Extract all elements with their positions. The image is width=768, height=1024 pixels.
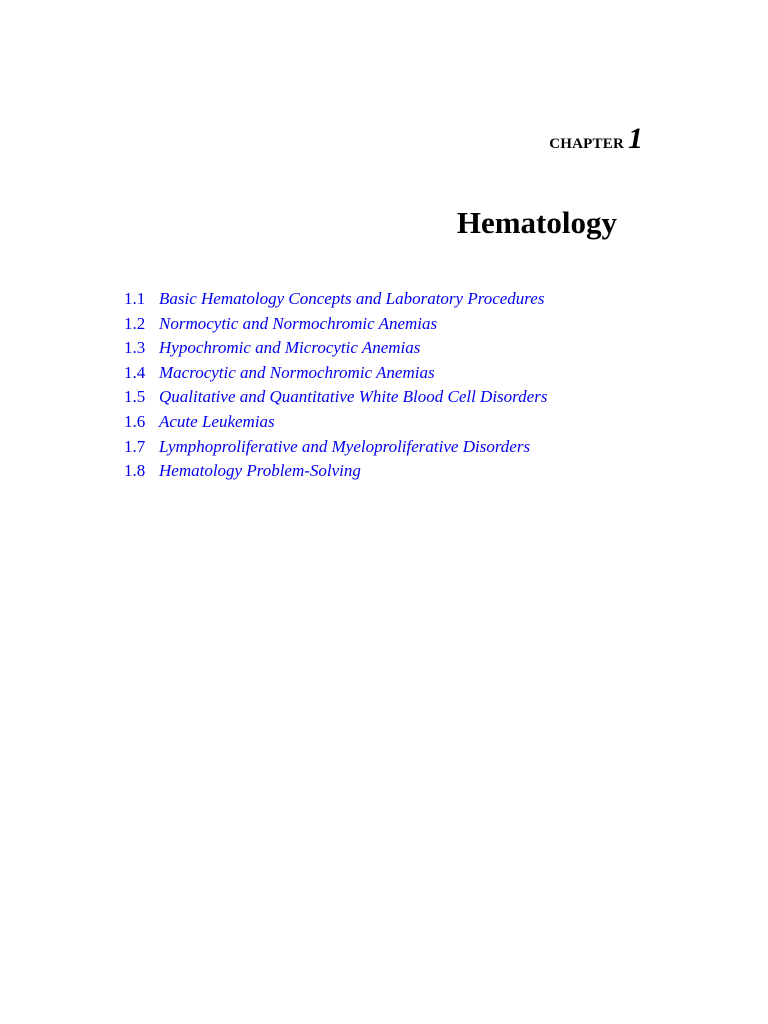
toc-item [124,289,547,314]
toc-link-lymphoproliferative-disorders[interactable]: Lymphoproliferative and Myeloproliferative Disorders [159,436,531,456]
toc-item [124,314,547,339]
toc-item-number: 1.8 [124,461,146,481]
table-of-contents [124,289,547,486]
chapter-heading [549,124,643,154]
toc-item-number: 1.4 [124,362,146,382]
toc-item-number: 1.6 [124,411,146,431]
toc-link-basic-hematology-concepts[interactable]: Basic Hematology Concepts and Laboratory Procedures [159,289,545,308]
toc-item-number: 1.7 [124,436,146,456]
toc-link-normocytic-anemias[interactable]: Normocytic and Normochromic Anemias [159,313,438,333]
toc-link-hematology-problem-solving[interactable]: Hematology Problem-Solving [159,461,361,481]
toc-link-hypochromic-anemias[interactable]: Hypochromic and Microcytic Anemias [159,338,421,358]
toc-item [124,363,547,388]
toc-item [124,461,547,486]
toc-item-number: 1.1 [124,289,146,308]
toc-item [124,437,547,462]
chapter-title: Hematology [456,205,617,240]
toc-item-number: 1.2 [124,313,146,333]
toc-link-acute-leukemias[interactable]: Acute Leukemias [159,411,275,431]
toc-item-number: 1.5 [124,387,146,407]
chapter-number: 1 [628,122,643,155]
toc-item-number: 1.3 [124,338,146,358]
toc-item [124,338,547,363]
toc-item [124,387,547,412]
chapter-label: CHAPTER [549,136,624,152]
toc-link-white-blood-cell-disorders[interactable]: Qualitative and Quantitative White Blood Cell Disorders [159,387,548,407]
toc-link-macrocytic-anemias[interactable]: Macrocytic and Normochromic Anemias [159,362,435,382]
toc-item [124,412,547,437]
